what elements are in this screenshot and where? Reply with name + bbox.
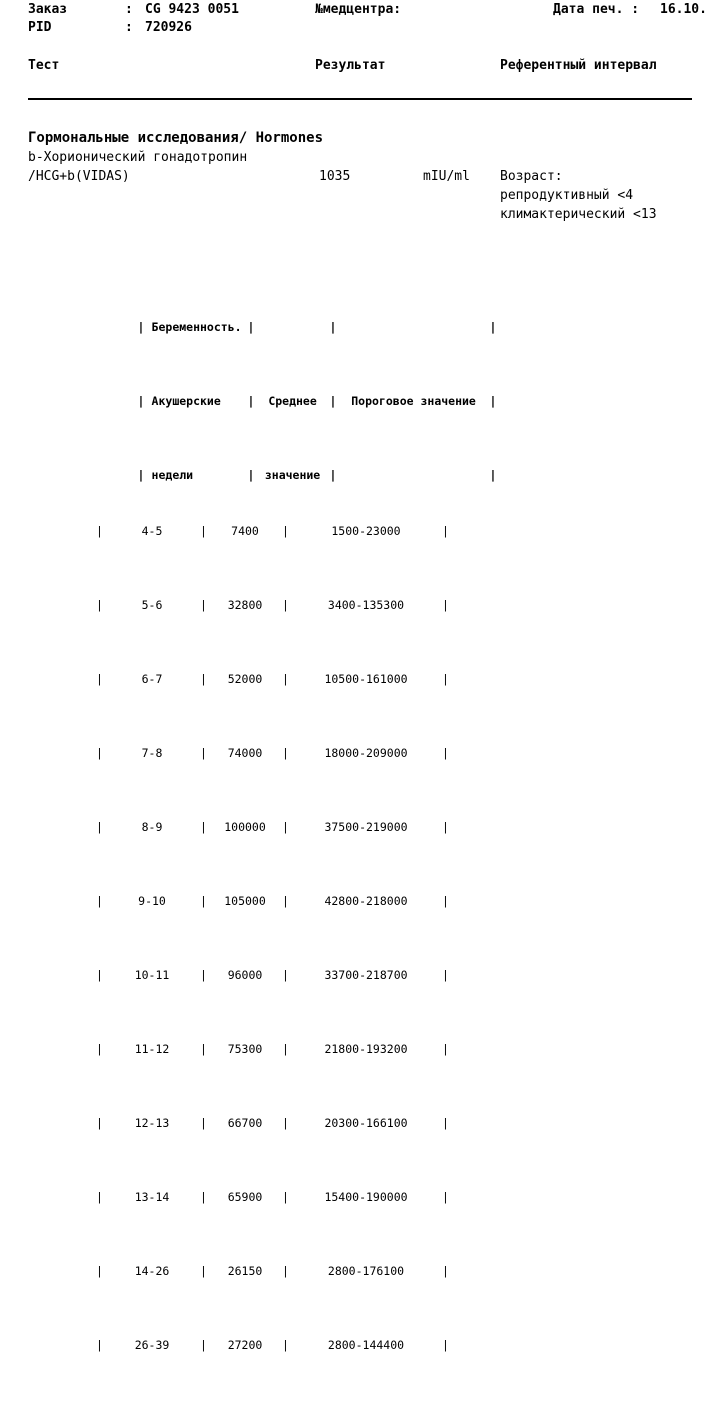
table-divider: | xyxy=(282,1041,289,1056)
reference-line-3: климактерический <13 xyxy=(500,207,657,222)
column-header-reference: Референтный интервал xyxy=(500,58,657,73)
table-divider: | xyxy=(442,819,449,834)
table-divider: | xyxy=(442,1115,449,1130)
table-divider: | xyxy=(442,1263,449,1278)
table-divider: | xyxy=(282,967,289,982)
table-row xyxy=(96,1114,498,1133)
weeks-cell: 4-5 xyxy=(141,523,163,538)
range-cell: 15400-190000 xyxy=(324,1189,408,1204)
table-divider: | xyxy=(200,671,207,686)
table-divider: | xyxy=(96,967,103,982)
range-cell: 3400-135300 xyxy=(327,597,405,612)
pid-colon: : xyxy=(125,20,133,35)
table-divider: | xyxy=(200,1041,207,1056)
result-unit: mIU/ml xyxy=(423,169,470,184)
table-row xyxy=(96,1336,498,1355)
mean-cell: 96000 xyxy=(227,967,263,982)
table-divider: | xyxy=(200,597,207,612)
pregnancy-reference-table xyxy=(96,244,498,1410)
table-row xyxy=(96,966,498,985)
table-divider: | xyxy=(282,819,289,834)
table-divider: | xyxy=(137,468,145,482)
order-colon: : xyxy=(125,2,133,17)
range-cell: 2800-176100 xyxy=(327,1263,405,1278)
mean-cell: 32800 xyxy=(227,597,263,612)
table-divider: | xyxy=(442,745,449,760)
table-row xyxy=(96,1262,498,1281)
weeks-cell: 11-12 xyxy=(134,1041,170,1056)
reference-line-2: репродуктивный <4 xyxy=(500,188,634,203)
range-cell: 33700-218700 xyxy=(324,967,408,982)
table-divider: | xyxy=(282,745,289,760)
header-row-pid xyxy=(0,20,720,38)
table-header-cell: Беременность. xyxy=(151,320,242,334)
table-row xyxy=(96,522,498,541)
table-divider: | xyxy=(442,1041,449,1056)
table-divider: | xyxy=(489,320,497,334)
range-cell: 20300-166100 xyxy=(324,1115,408,1130)
table-divider: | xyxy=(200,1189,207,1204)
range-cell: 18000-209000 xyxy=(324,745,408,760)
table-row xyxy=(96,670,498,689)
table-divider: | xyxy=(137,394,145,408)
table-divider: | xyxy=(96,1263,103,1278)
table-divider: | xyxy=(442,671,449,686)
range-cell: 2800-144400 xyxy=(327,1337,405,1352)
table-divider: | xyxy=(247,320,255,334)
weeks-cell: 10-11 xyxy=(134,967,170,982)
table-divider: | xyxy=(96,1337,103,1352)
table-header-cell: Пороговое значение xyxy=(351,394,476,408)
print-date-value: 16.10. xyxy=(660,2,707,17)
table-divider: | xyxy=(200,745,207,760)
table-divider: | xyxy=(200,819,207,834)
range-cell: 37500-219000 xyxy=(324,819,408,834)
table-row xyxy=(96,596,498,615)
table-divider: | xyxy=(282,893,289,908)
table-divider: | xyxy=(200,523,207,538)
range-cell: 1500-23000 xyxy=(331,523,401,538)
order-label: Заказ xyxy=(28,2,68,17)
table-divider: | xyxy=(282,1115,289,1130)
table-divider: | xyxy=(200,1337,207,1352)
table-divider: | xyxy=(282,671,289,686)
table-divider: | xyxy=(96,1041,103,1056)
mean-cell: 7400 xyxy=(231,523,259,538)
table-divider: | xyxy=(200,1263,207,1278)
weeks-cell: 8-9 xyxy=(141,819,163,834)
weeks-cell: 5-6 xyxy=(141,597,163,612)
order-value: CG 9423 0051 xyxy=(145,2,239,17)
table-row xyxy=(96,818,498,837)
header-divider xyxy=(28,98,692,100)
table-divider: | xyxy=(96,745,103,760)
range-cell: 42800-218000 xyxy=(324,893,408,908)
table-divider: | xyxy=(200,893,207,908)
table-row xyxy=(96,1188,498,1207)
table-divider: | xyxy=(282,1337,289,1352)
table-divider: | xyxy=(137,320,145,334)
mean-cell: 66700 xyxy=(227,1115,263,1130)
table-header-row-3 xyxy=(96,448,498,482)
table-header-cell: Среднее xyxy=(268,394,317,408)
table-divider: | xyxy=(247,468,255,482)
weeks-cell: 7-8 xyxy=(141,745,163,760)
table-divider: | xyxy=(442,523,449,538)
table-divider: | xyxy=(442,1337,449,1352)
weeks-cell: 26-39 xyxy=(134,1337,170,1352)
table-divider: | xyxy=(329,320,337,334)
weeks-cell: 9-10 xyxy=(138,893,166,908)
table-divider: | xyxy=(96,1115,103,1130)
table-header-cell: недели xyxy=(151,468,194,482)
mean-cell: 100000 xyxy=(224,819,266,834)
table-divider: | xyxy=(200,967,207,982)
table-divider: | xyxy=(96,523,103,538)
table-divider: | xyxy=(329,394,337,408)
weeks-cell: 12-13 xyxy=(134,1115,170,1130)
column-header-result: Результат xyxy=(315,58,386,73)
table-divider: | xyxy=(96,671,103,686)
range-cell: 10500-161000 xyxy=(324,671,408,686)
reference-line-1: Возраст: xyxy=(500,169,563,184)
table-row xyxy=(96,744,498,763)
column-header-test: Тест xyxy=(28,58,60,73)
table-header-row-1 xyxy=(96,300,498,334)
table-header-cell: значение xyxy=(264,468,321,482)
mean-cell: 105000 xyxy=(224,893,266,908)
table-divider: | xyxy=(282,523,289,538)
table-divider: | xyxy=(282,1263,289,1278)
table-divider: | xyxy=(489,394,497,408)
table-header-row-2 xyxy=(96,374,498,408)
mean-cell: 65900 xyxy=(227,1189,263,1204)
mean-cell: 27200 xyxy=(227,1337,263,1352)
table-divider: | xyxy=(329,468,337,482)
header-row-order xyxy=(0,2,720,20)
table-divider: | xyxy=(282,597,289,612)
table-divider: | xyxy=(442,967,449,982)
range-cell: 21800-193200 xyxy=(324,1041,408,1056)
mean-cell: 26150 xyxy=(227,1263,263,1278)
table-divider: | xyxy=(442,597,449,612)
weeks-cell: 6-7 xyxy=(141,671,163,686)
pid-value: 720926 xyxy=(145,20,192,35)
analyte-name-line2: /HCG+b(VIDAS) xyxy=(28,169,130,184)
table-row xyxy=(96,892,498,911)
table-header-cell: Акушерские xyxy=(151,394,221,408)
mean-cell: 52000 xyxy=(227,671,263,686)
weeks-cell: 13-14 xyxy=(134,1189,170,1204)
table-divider: | xyxy=(96,893,103,908)
table-divider: | xyxy=(96,597,103,612)
table-divider: | xyxy=(247,394,255,408)
pid-label: PID xyxy=(28,20,52,35)
table-divider: | xyxy=(442,1189,449,1204)
print-date-label: Дата печ. : xyxy=(553,2,640,17)
section-title: Гормональные исследования/ Hormones xyxy=(28,130,324,146)
table-divider: | xyxy=(96,1189,103,1204)
table-divider: | xyxy=(96,819,103,834)
result-value: 1035 xyxy=(319,169,351,184)
medcenter-label: №медцентра: xyxy=(315,2,402,17)
mean-cell: 75300 xyxy=(227,1041,263,1056)
table-divider: | xyxy=(442,893,449,908)
analyte-name-line1: b-Хорионический гонадотропин xyxy=(28,150,248,165)
mean-cell: 74000 xyxy=(227,745,263,760)
table-divider: | xyxy=(200,1115,207,1130)
table-divider: | xyxy=(282,1189,289,1204)
table-divider: | xyxy=(489,468,497,482)
weeks-cell: 14-26 xyxy=(134,1263,170,1278)
table-row xyxy=(96,1040,498,1059)
